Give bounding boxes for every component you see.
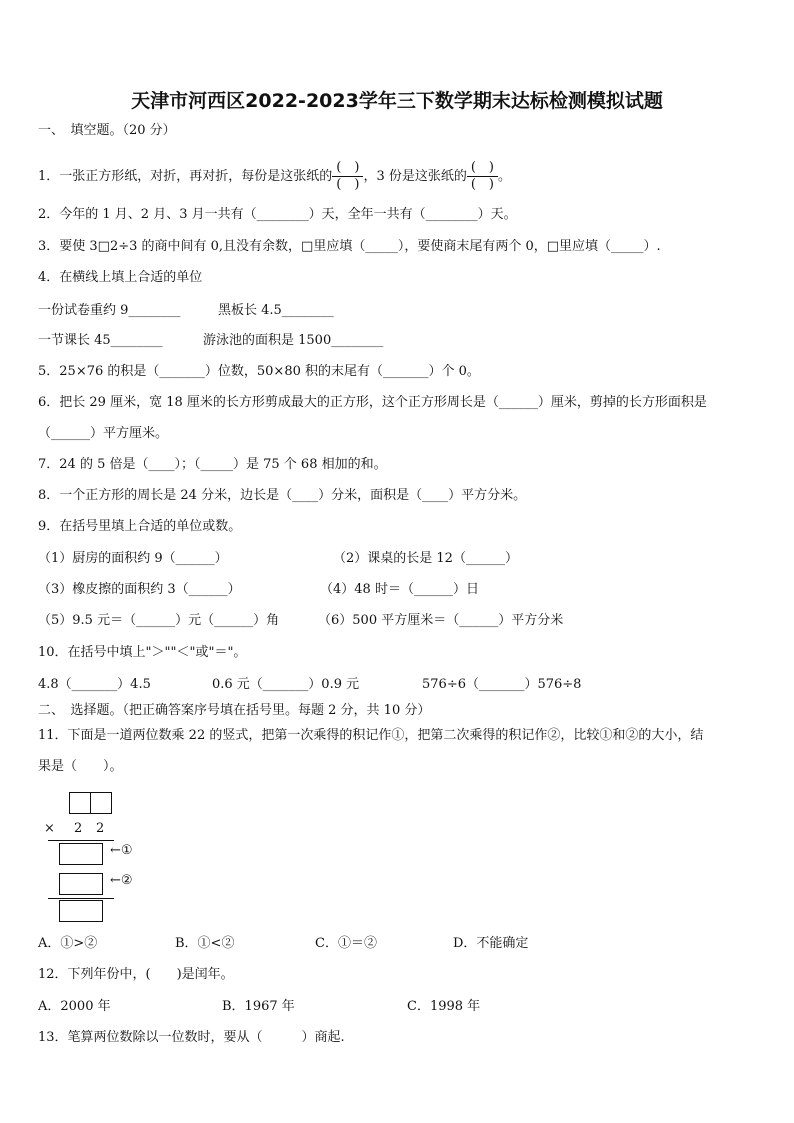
question-12-option-a: A．2000 年	[38, 999, 111, 1014]
question-9-item-2: （2）课桌的长是 12（______）	[333, 551, 518, 566]
partial-product-1-marker: ←①	[110, 843, 133, 858]
question-9-item-3: （3）橡皮擦的面积约 3（______）	[38, 582, 241, 597]
question-4-item-1: 一份试卷重约 9________	[38, 303, 181, 318]
question-11-line-2: 果是（ ）。	[38, 759, 123, 774]
question-4-item-4: 游泳池的面积是 1500________	[203, 333, 384, 348]
product-box	[59, 900, 103, 922]
question-11-option-b: B．①<②	[175, 936, 235, 951]
fraction-1-denominator: ( )	[336, 177, 360, 192]
question-9-item-6: （6）500 平方厘米＝（______）平方分米	[318, 613, 564, 628]
fraction-blank-1	[332, 160, 363, 193]
fraction-2-numerator: ( )	[467, 160, 498, 177]
question-1	[38, 160, 511, 193]
multiplier-digit-tens: 2	[74, 821, 83, 836]
question-11-option-c: C．①＝②	[315, 936, 377, 951]
partial-product-2-box	[59, 873, 103, 895]
question-9: 9．在括号里填上合适的单位或数。	[38, 519, 242, 534]
digit-box-tens	[69, 792, 91, 814]
times-sign: ×	[44, 821, 55, 836]
rule-line-1	[48, 840, 114, 841]
question-3: 3．要使 3□2÷3 的商中间有 0,且没有余数，□里应填（_____），要使商末尾有两个 0，□里应填（_____）.	[38, 239, 661, 254]
question-12-option-c: C．1998 年	[407, 999, 481, 1014]
question-9-item-4: （4）48 时＝（______）日	[320, 582, 479, 597]
question-11-option-a: A．①>②	[38, 936, 98, 951]
question-11-line-1: 11．下面是一道两位数乘 22 的竖式，把第一次乘得的积记作①，把第二次乘得的积记作②，比较①和②的大小，结	[38, 728, 704, 743]
question-1-text-b: ，3 份是这张纸的	[363, 169, 467, 184]
multiplier-digit-ones: 2	[96, 821, 105, 836]
question-9-item-5: （5）9.5 元＝（______）元（______）角	[38, 613, 280, 628]
question-1-text-a: 1．一张正方形纸，对折，再对折，每份是这张纸的	[38, 169, 333, 184]
question-10-item-2: 0.6 元（_______）0.9 元	[212, 677, 360, 692]
question-10: 10．在括号中填上"＞""＜"或"＝"。	[38, 645, 247, 660]
question-9-item-1: （1）厨房的面积约 9（______）	[38, 551, 228, 566]
question-6-line-1: 6．把长 29 厘米，宽 18 厘米的长方形剪成最大的正方形，这个正方形周长是（______）厘米，剪掉的长方形面积是	[38, 395, 707, 410]
question-8: 8．一个正方形的周长是 24 分米，边长是（____）分米，面积是（____）平方分米。	[38, 488, 527, 503]
question-4-item-3: 一节课长 45________	[38, 333, 163, 348]
partial-product-1-box	[59, 843, 103, 865]
question-13: 13．笔算两位数除以一位数时，要从（ ）商起.	[38, 1030, 345, 1045]
rule-line-2	[48, 898, 114, 899]
question-12: 12．下列年份中，( )是闰年。	[38, 967, 234, 982]
question-2: 2．今年的 1 月、2 月、3 月一共有（________）天，全年一共有（________）天。	[38, 207, 517, 222]
question-5: 5．25×76 的积是（_______）位数，50×80 积的末尾有（_______）个 0。	[38, 364, 480, 379]
page-title: 天津市河西区2022-2023学年三下数学期末达标检测模拟试题	[131, 90, 663, 112]
question-4-item-2: 黑板长 4.5________	[218, 303, 334, 318]
question-10-item-3: 576÷6（_______）576÷8	[422, 677, 582, 692]
question-7: 7．24 的 5 倍是（____）；（_____）是 75 个 68 相加的和。	[38, 457, 387, 472]
section-2-heading: 二、 选择题。（把正确答案序号填在括号里。每题 2 分，共 10 分）	[38, 703, 431, 718]
question-11-option-d: D．不能确定	[453, 936, 529, 951]
fraction-2-denominator: ( )	[470, 177, 494, 192]
question-6-line-2: （______）平方厘米。	[38, 426, 169, 441]
question-12-option-b: B．1967 年	[222, 999, 295, 1014]
question-4: 4．在横线上填上合适的单位	[38, 270, 203, 285]
question-1-text-c: 。	[498, 169, 512, 184]
partial-product-2-marker: ←②	[110, 873, 133, 888]
question-10-item-1: 4.8（_______）4.5	[38, 677, 151, 692]
fraction-blank-2	[467, 160, 498, 193]
fraction-1-numerator: ( )	[332, 160, 363, 177]
digit-box-ones	[90, 792, 112, 814]
section-1-heading: 一、 填空题。（20 分）	[38, 123, 176, 138]
